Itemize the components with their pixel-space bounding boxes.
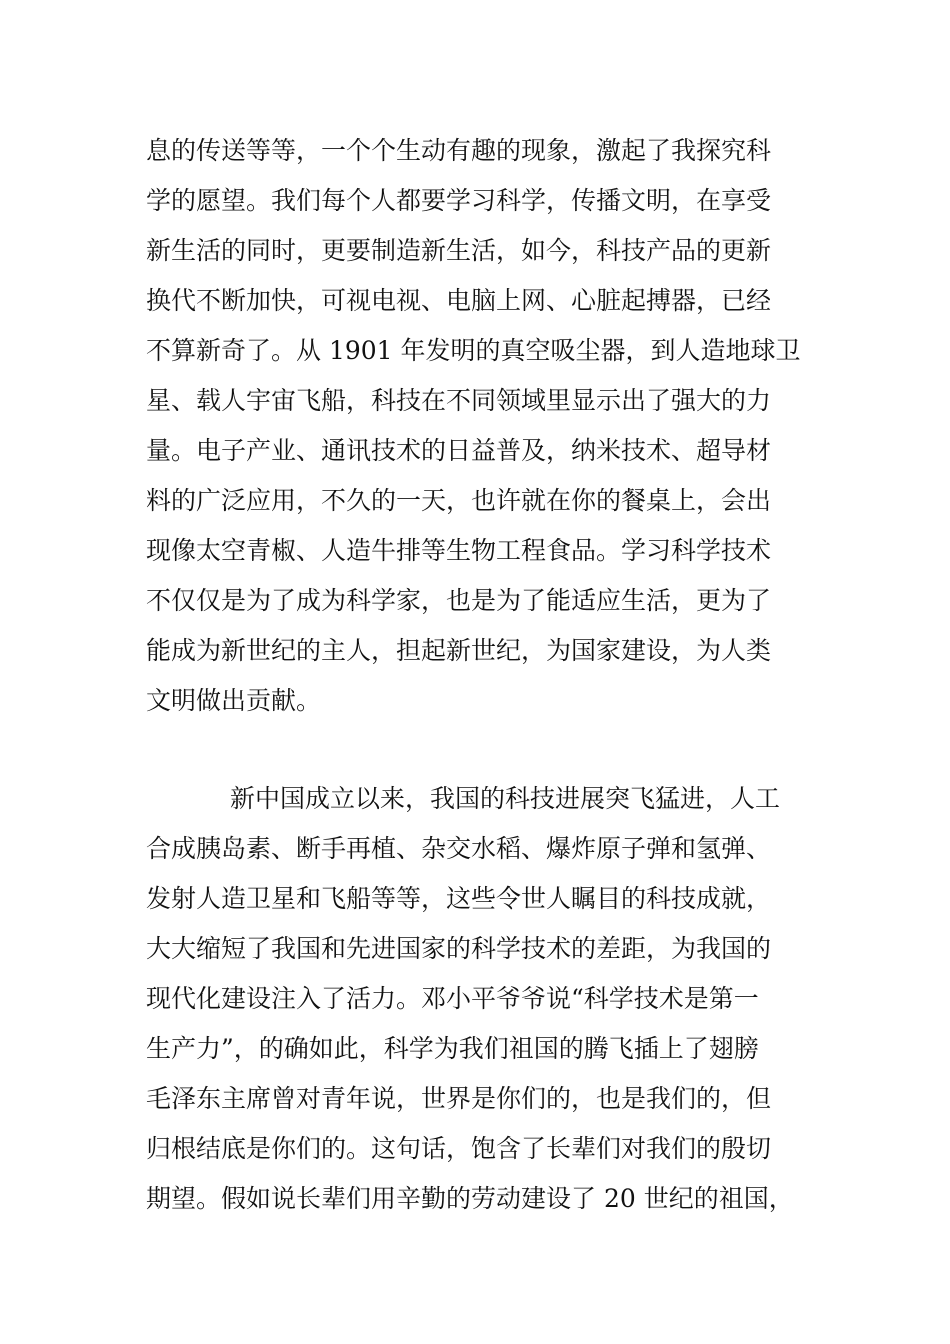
paragraph-2-line-3: 发射人造卫星和飞船等等，这些令世人瞩目的科技成就， <box>146 884 772 913</box>
paragraph-2-line-5: 现代化建设注入了活力。邓小平爷爷说“科学技术是第一 <box>146 984 759 1013</box>
paragraph-2-line-1: 新中国成立以来，我国的科技进展突飞猛进，人工 <box>230 784 781 813</box>
paragraph-2-line-7: 毛泽东主席曾对青年说，世界是你们的，也是我们的，但 <box>146 1084 772 1113</box>
paragraph-1-line-7: 量。电子产业、通讯技术的日益普及，纳米技术、超导材 <box>146 436 772 465</box>
paragraph-1-line-6: 星、载人宇宙飞船，科技在不同领域里显示出了强大的力 <box>146 386 772 415</box>
paragraph-2-line-8: 归根结底是你们的。这句话，饱含了长辈们对我们的殷切 <box>146 1134 772 1163</box>
paragraph-1-line-4: 换代不断加快，可视电视、电脑上网、心脏起搏器，已经 <box>146 286 772 315</box>
paragraph-1-line-5: 不算新奇了。从 1901 年发明的真空吸尘器，到人造地球卫 <box>146 336 801 365</box>
paragraph-1-line-1: 息的传送等等，一个个生动有趣的现象，激起了我探究科 <box>146 136 772 165</box>
paragraph-1-line-3: 新生活的同时，更要制造新生活，如今，科技产品的更新 <box>146 236 772 265</box>
paragraph-2-line-4: 大大缩短了我国和先进国家的科学技术的差距，为我国的 <box>146 934 772 963</box>
paragraph-1-line-11: 能成为新世纪的主人，担起新世纪，为国家建设，为人类 <box>146 636 772 665</box>
paragraph-1-line-2: 学的愿望。我们每个人都要学习科学，传播文明，在享受 <box>146 186 772 215</box>
paragraph-2-line-2: 合成胰岛素、断手再植、杂交水稻、爆炸原子弹和氢弹、 <box>146 834 772 863</box>
paragraph-1-line-8: 料的广泛应用，不久的一天，也许就在你的餐桌上，会出 <box>146 486 772 515</box>
paragraph-2-line-9: 期望。假如说长辈们用辛勤的劳动建设了 20 世纪的祖国， <box>146 1184 794 1213</box>
paragraph-1-line-12: 文明做出贡献。 <box>146 686 322 715</box>
paragraph-1-line-9: 现像太空青椒、人造牛排等生物工程食品。学习科学技术 <box>146 536 772 565</box>
paragraph-1-line-10: 不仅仅是为了成为科学家，也是为了能适应生活，更为了 <box>146 586 772 615</box>
paragraph-2-line-6: 生产力”，的确如此，科学为我们祖国的腾飞插上了翅膀 <box>146 1034 759 1063</box>
